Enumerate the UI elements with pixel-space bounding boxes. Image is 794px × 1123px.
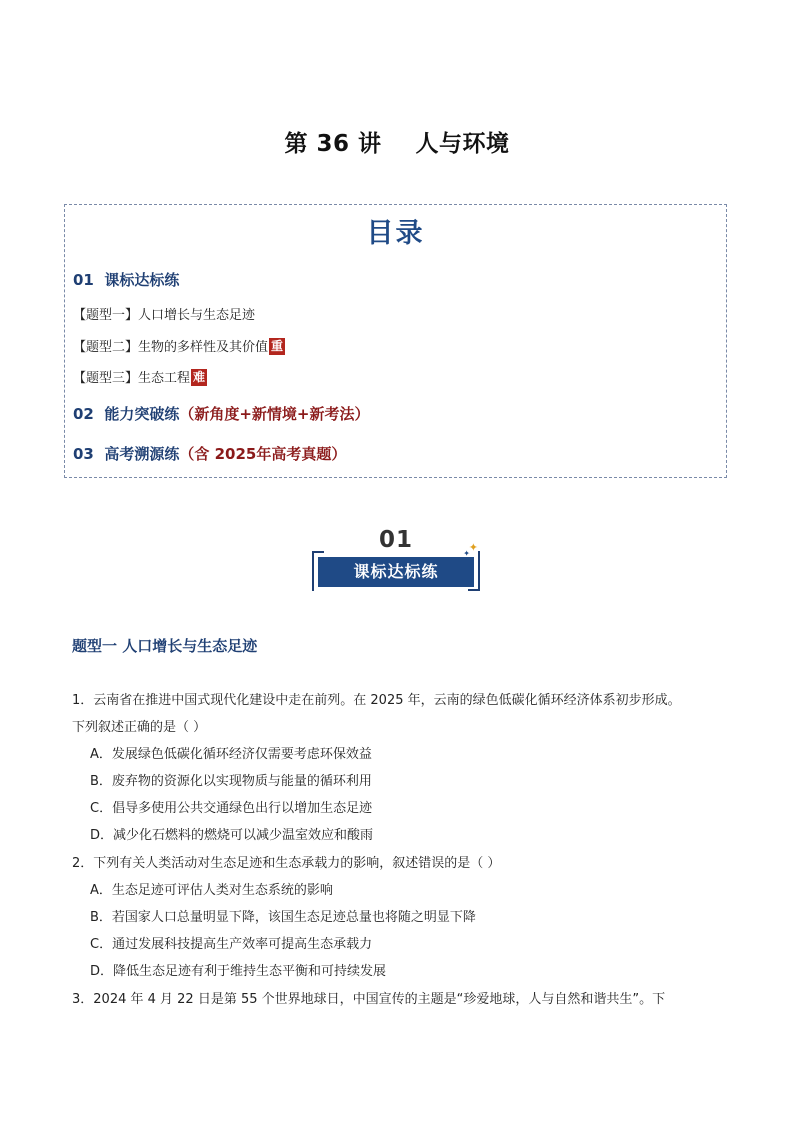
toc-item-label: 【题型三】生态工程 [73,371,191,386]
toc-section-note: （新角度+新情境+新考法） [179,405,370,423]
toc-section-number: 01 [73,271,94,289]
page-title: 第 36 讲 人与环境 [284,131,510,157]
section-badge-label: 课标达标练 [318,557,474,587]
toc-item-type-3[interactable] [73,367,207,386]
toc-section-label: 课标达标练 [104,271,180,289]
section-badge-number: 01 [378,527,413,553]
toc-item-label: 【题型一】人口增长与生态足迹 [73,308,256,323]
toc-section-01[interactable] [73,269,179,290]
question-type-heading: 题型一 人口增长与生态足迹 [72,637,258,655]
question-1-option-d[interactable]: D．减少化石燃料的燃烧可以减少温室效应和酸雨 [90,828,374,843]
difficult-tag: 难 [193,370,206,384]
question-2-option-a[interactable]: A．生态足迹可评估人类对生态系统的影响 [90,883,333,898]
question-2-option-c[interactable]: C．通过发展科技提高生产效率可提高生态承载力 [90,937,373,952]
question-1-option-b[interactable]: B．废弃物的资源化以实现物质与能量的循环利用 [90,774,372,789]
toc-section-label: 高考溯源练 [104,445,180,463]
table-of-contents [64,204,727,478]
question-2-option-b[interactable]: B．若国家人口总量明显下降，该国生态足迹总量也将随之明显下降 [90,910,476,925]
toc-item-type-1[interactable] [73,304,255,323]
toc-section-label: 能力突破练 [104,405,180,423]
toc-section-03[interactable] [73,443,346,464]
toc-heading: 目录 [366,218,425,249]
toc-section-02[interactable] [73,403,369,424]
toc-section-number: 02 [73,405,94,423]
sparkle-icon: ✦ [463,549,470,558]
important-tag: 重 [271,339,284,353]
section-badge [310,527,482,593]
question-1-option-c[interactable]: C．倡导多使用公共交通绿色出行以增加生态足迹 [90,801,373,816]
question-1-line-1: 1．云南省在推进中国式现代化建设中走在前列。在 2025 年，云南的绿色低碳化循环经济体系初步形成。 [72,693,681,708]
question-2-option-d[interactable]: D．降低生态足迹有利于维持生态平衡和可持续发展 [90,964,387,979]
toc-section-number: 03 [73,445,94,463]
question-1-line-2: 下列叙述正确的是（ ） [72,720,207,735]
question-2-line-1: 2．下列有关人类活动对生态足迹和生态承载力的影响，叙述错误的是（ ） [72,856,501,871]
toc-section-note: （含 2025年高考真题） [179,445,347,463]
sparkle-icon: ✦ [468,541,478,554]
toc-item-type-2[interactable] [73,336,285,355]
question-3-line-1: 3．2024 年 4 月 22 日是第 55 个世界地球日，中国宣传的主题是“珍爱地球，人与自然和谐共生”。下 [72,992,666,1007]
toc-item-label: 【题型二】生物的多样性及其价值 [73,340,269,355]
question-1-option-a[interactable]: A．发展绿色低碳化循环经济仅需要考虑环保效益 [90,747,372,762]
